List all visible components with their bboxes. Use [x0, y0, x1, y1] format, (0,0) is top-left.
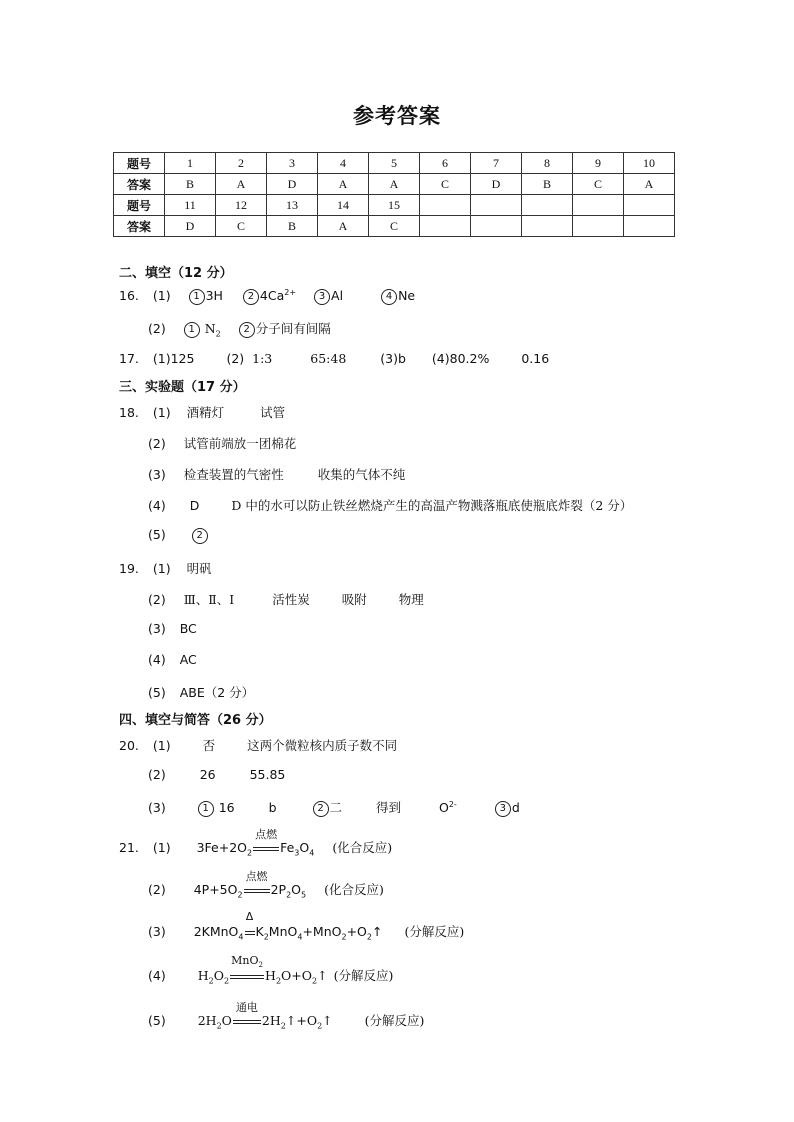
answer-text: 检查装置的气密性 [183, 467, 284, 482]
circled-number: 2 [243, 289, 259, 305]
subscript: 2 [286, 890, 292, 900]
table-cell: A [369, 174, 420, 195]
equation-rhs: K [255, 924, 264, 939]
answer-text: 这两个微粒核内质子数不同 [247, 738, 398, 753]
table-cell [420, 195, 471, 216]
reaction-condition-sign [245, 910, 255, 939]
equals-bars [245, 931, 255, 935]
question-18-part-4 [148, 496, 632, 514]
table-row [114, 216, 675, 237]
reaction-condition-sign [230, 954, 264, 983]
answer-text: Ne [398, 288, 416, 304]
reaction-condition: Δ [245, 910, 254, 923]
equation-rhs: +MnO [302, 924, 342, 939]
question-21-part-1 [119, 828, 393, 858]
table-cell: 4 [318, 153, 369, 174]
question-17 [119, 351, 549, 366]
answer-text: 0.16 [521, 351, 550, 366]
answer-text: D [189, 498, 200, 513]
answer-text: 26 [199, 767, 216, 782]
part-label: (4) [148, 968, 166, 983]
circled-number: 1 [189, 289, 205, 305]
answer-text: 分子间有间隔 [255, 321, 331, 336]
table-cell: 11 [165, 195, 216, 216]
question-number: 16. [119, 288, 139, 304]
equation-rhs: MnO [268, 924, 298, 939]
table-row [114, 153, 675, 174]
part-label: (5) [148, 527, 166, 542]
table-cell: 1 [165, 153, 216, 174]
reaction-condition-sign [244, 870, 270, 897]
answer-text: (3)b [380, 351, 406, 366]
gas-arrow-icon: ↑ [317, 968, 328, 983]
part-label: (4) [148, 498, 166, 513]
answer-table [113, 152, 675, 237]
equation-rhs: 2H [261, 1013, 281, 1028]
equation-lhs: 4P+5O [193, 882, 238, 897]
table-cell [573, 216, 624, 237]
answer-text: 16 [218, 800, 235, 815]
reaction-type: (分解反应) [333, 968, 394, 983]
equation-lhs: O [221, 1013, 232, 1028]
answer-text: (4)80.2% [431, 351, 490, 366]
table-cell: 5 [369, 153, 420, 174]
question-19-part-1 [119, 559, 212, 577]
table-header-cell: 答案 [114, 174, 165, 195]
table-cell: 9 [573, 153, 624, 174]
circled-number: 2 [192, 528, 208, 544]
table-header-cell: 题号 [114, 153, 165, 174]
section-heading-experiment: 三、实验题（17 分） [119, 380, 246, 395]
catalyst-text: MnO [231, 954, 259, 967]
table-cell: A [216, 174, 267, 195]
gas-arrow-icon: ↑ [371, 924, 383, 939]
part-label: (3) [148, 800, 166, 815]
question-20-part-2 [148, 767, 285, 782]
question-19-part-2 [148, 590, 424, 608]
subscript: 2 [215, 329, 221, 339]
equation-lhs: 2KMnO [193, 924, 239, 939]
answer-text: 得到 [376, 800, 402, 815]
reaction-type: (化合反应) [324, 882, 384, 897]
answer-text: D 中的水可以防止铁丝燃烧产生的高温产物溅落瓶底使瓶底炸裂（2 分） [231, 498, 633, 513]
table-cell: 12 [216, 195, 267, 216]
equals-bars [233, 1020, 261, 1024]
subscript: 2 [341, 932, 347, 942]
part-label: (2) [148, 592, 166, 607]
circled-number: 1 [198, 801, 214, 817]
part-label: (5) [148, 1013, 166, 1028]
answer-text: (2) [226, 351, 245, 366]
table-cell: A [318, 216, 369, 237]
table-cell [624, 195, 675, 216]
subscript: 4 [238, 932, 244, 942]
question-21-part-3 [148, 910, 465, 942]
circled-number: 2 [239, 322, 255, 338]
equation-rhs: Fe [280, 840, 295, 855]
answer-text: 1:3 [252, 351, 273, 366]
part-label: (2) [148, 882, 166, 897]
subscript: 2 [275, 976, 282, 986]
circled-number: 3 [495, 801, 511, 817]
subscript: 2 [208, 976, 214, 986]
reaction-type: (分解反应) [364, 1013, 425, 1028]
part-label: (2) [148, 321, 166, 336]
question-21-part-4 [148, 954, 394, 986]
answer-text: 明矾 [186, 561, 212, 576]
table-cell: 7 [471, 153, 522, 174]
table-cell: D [471, 174, 522, 195]
answer-text: 65:48 [310, 351, 347, 366]
question-20-part-3 [148, 798, 520, 817]
answer-text: 吸附 [341, 592, 367, 607]
table-cell: C [573, 174, 624, 195]
subscript: 2 [223, 976, 230, 986]
table-cell: A [624, 174, 675, 195]
table-cell: 3 [267, 153, 318, 174]
question-number: 19. [119, 561, 139, 576]
part-label: (2) [148, 436, 166, 451]
equation-rhs: +O [346, 924, 367, 939]
equals-bars [244, 889, 270, 893]
answer-text: 否 [202, 738, 216, 753]
question-18-part-5 [148, 527, 209, 544]
part-label: (2) [148, 767, 166, 782]
table-cell [522, 216, 573, 237]
part-label: (3) [148, 467, 166, 482]
gas-arrow-icon: ↑ [322, 1013, 333, 1028]
question-19-part-3 [148, 621, 197, 636]
table-cell: C [216, 216, 267, 237]
question-number: 18. [119, 405, 139, 420]
answer-text: 试管 [260, 405, 286, 420]
question-18-part-1 [119, 403, 285, 421]
table-cell: 15 [369, 195, 420, 216]
reaction-condition: 点燃 [245, 870, 268, 883]
part-label: (1) [152, 561, 171, 576]
answer-text: 3H [205, 288, 223, 304]
subscript: 2 [312, 976, 318, 986]
table-cell [471, 195, 522, 216]
circled-number: 3 [314, 289, 330, 305]
answer-text: ABE（2 分） [179, 685, 255, 700]
question-number: 21. [119, 840, 139, 855]
circled-number: 4 [381, 289, 397, 305]
subscript: 3 [294, 848, 300, 858]
table-cell: 8 [522, 153, 573, 174]
part-label: (1) [152, 288, 171, 304]
answer-text: d [511, 800, 520, 815]
superscript: 2- [448, 799, 457, 809]
table-cell [624, 216, 675, 237]
table-cell: 14 [318, 195, 369, 216]
table-cell: 2 [216, 153, 267, 174]
equation-rhs: O+O [281, 968, 313, 983]
section-heading-short-answer: 四、填空与简答（26 分） [119, 713, 272, 728]
answer-text: 物理 [398, 592, 424, 607]
question-number: 20. [119, 738, 139, 753]
question-19-part-4 [148, 652, 197, 667]
subscript: 2 [247, 848, 253, 858]
part-label: (1) [152, 840, 171, 855]
table-cell [522, 195, 573, 216]
table-cell: C [369, 216, 420, 237]
part-label: (3) [148, 621, 166, 636]
answer-text: 二 [329, 800, 343, 815]
table-cell: B [165, 174, 216, 195]
equation-rhs: +O [296, 1013, 318, 1028]
reaction-condition-sign [253, 828, 279, 855]
part-label: (3) [148, 924, 166, 939]
answer-text: AC [179, 652, 197, 667]
table-cell: 10 [624, 153, 675, 174]
subscript: 5 [301, 890, 307, 900]
subscript: 4 [309, 848, 315, 858]
table-header-cell: 题号 [114, 195, 165, 216]
equation-rhs: O [291, 882, 301, 897]
reaction-condition: 通电 [235, 1001, 258, 1014]
equation-lhs: 2H [197, 1013, 217, 1028]
answer-text: Al [331, 288, 344, 304]
subscript: 2 [237, 890, 243, 900]
part-label: (4) [148, 652, 166, 667]
question-16-part-2 [148, 319, 331, 339]
part-label: (1) [152, 738, 171, 753]
gas-arrow-icon: ↑ [285, 1013, 297, 1028]
circled-number: 2 [313, 801, 329, 817]
question-20-part-1 [119, 736, 397, 754]
subscript: 2 [280, 1021, 286, 1031]
equals-bars [230, 975, 264, 979]
question-18-part-3 [148, 465, 405, 483]
reaction-type: (化合反应) [332, 840, 393, 855]
equation-lhs: H [197, 968, 209, 983]
table-cell: C [420, 174, 471, 195]
question-21-part-2 [148, 870, 384, 900]
equation-lhs: O [213, 968, 224, 983]
table-row [114, 174, 675, 195]
subscript: 2 [366, 932, 372, 942]
circled-number: 1 [184, 322, 200, 338]
answer-text: 收集的气体不纯 [317, 467, 406, 482]
superscript: 2+ [284, 288, 297, 297]
equation-rhs: 2P [270, 882, 287, 897]
part-label: (1) [152, 405, 171, 420]
equation-rhs: H [265, 968, 276, 983]
answer-text: b [268, 800, 277, 815]
reaction-condition: 点燃 [255, 828, 278, 841]
equation-lhs: 3Fe+2O [196, 840, 247, 855]
equals-bars [253, 847, 279, 851]
answer-text: BC [179, 621, 197, 636]
answer-text: 55.85 [249, 767, 286, 782]
subscript: 2 [258, 961, 263, 970]
subscript: 2 [263, 932, 269, 942]
answer-text: 活性炭 [272, 592, 310, 607]
answer-text: 4Ca [259, 288, 285, 304]
reaction-type: (分解反应) [404, 924, 465, 939]
question-19-part-5 [148, 683, 254, 701]
question-18-part-2 [148, 434, 296, 452]
table-row [114, 195, 675, 216]
question-number: 17. [119, 351, 139, 366]
table-cell: A [318, 174, 369, 195]
answer-text: 酒精灯 [186, 405, 225, 420]
part-label: (5) [148, 685, 166, 700]
answer-text: N [204, 321, 216, 336]
section-heading-fill-in: 二、填空（12 分） [119, 266, 233, 281]
subscript: 2 [317, 1021, 323, 1031]
question-16-part-1 [119, 288, 415, 305]
question-21-part-5 [148, 1001, 425, 1031]
table-cell [420, 216, 471, 237]
table-header-cell: 答案 [114, 216, 165, 237]
reaction-condition [230, 954, 264, 969]
page-title: 参考答案 [353, 104, 441, 128]
subscript: 4 [297, 932, 303, 942]
table-cell: D [267, 174, 318, 195]
table-cell [573, 195, 624, 216]
table-cell: 6 [420, 153, 471, 174]
table-cell: B [267, 216, 318, 237]
table-cell [471, 216, 522, 237]
answer-text: 试管前端放一团棉花 [183, 436, 297, 451]
reaction-condition-sign [233, 1001, 261, 1028]
answer-text: O [439, 800, 449, 815]
table-cell: 13 [267, 195, 318, 216]
equation-rhs: O [299, 840, 310, 855]
answer-text: Ⅲ、Ⅱ、Ⅰ [183, 592, 235, 607]
table-cell: B [522, 174, 573, 195]
table-cell: D [165, 216, 216, 237]
answer-text: (1)125 [152, 351, 195, 366]
subscript: 2 [216, 1021, 222, 1031]
